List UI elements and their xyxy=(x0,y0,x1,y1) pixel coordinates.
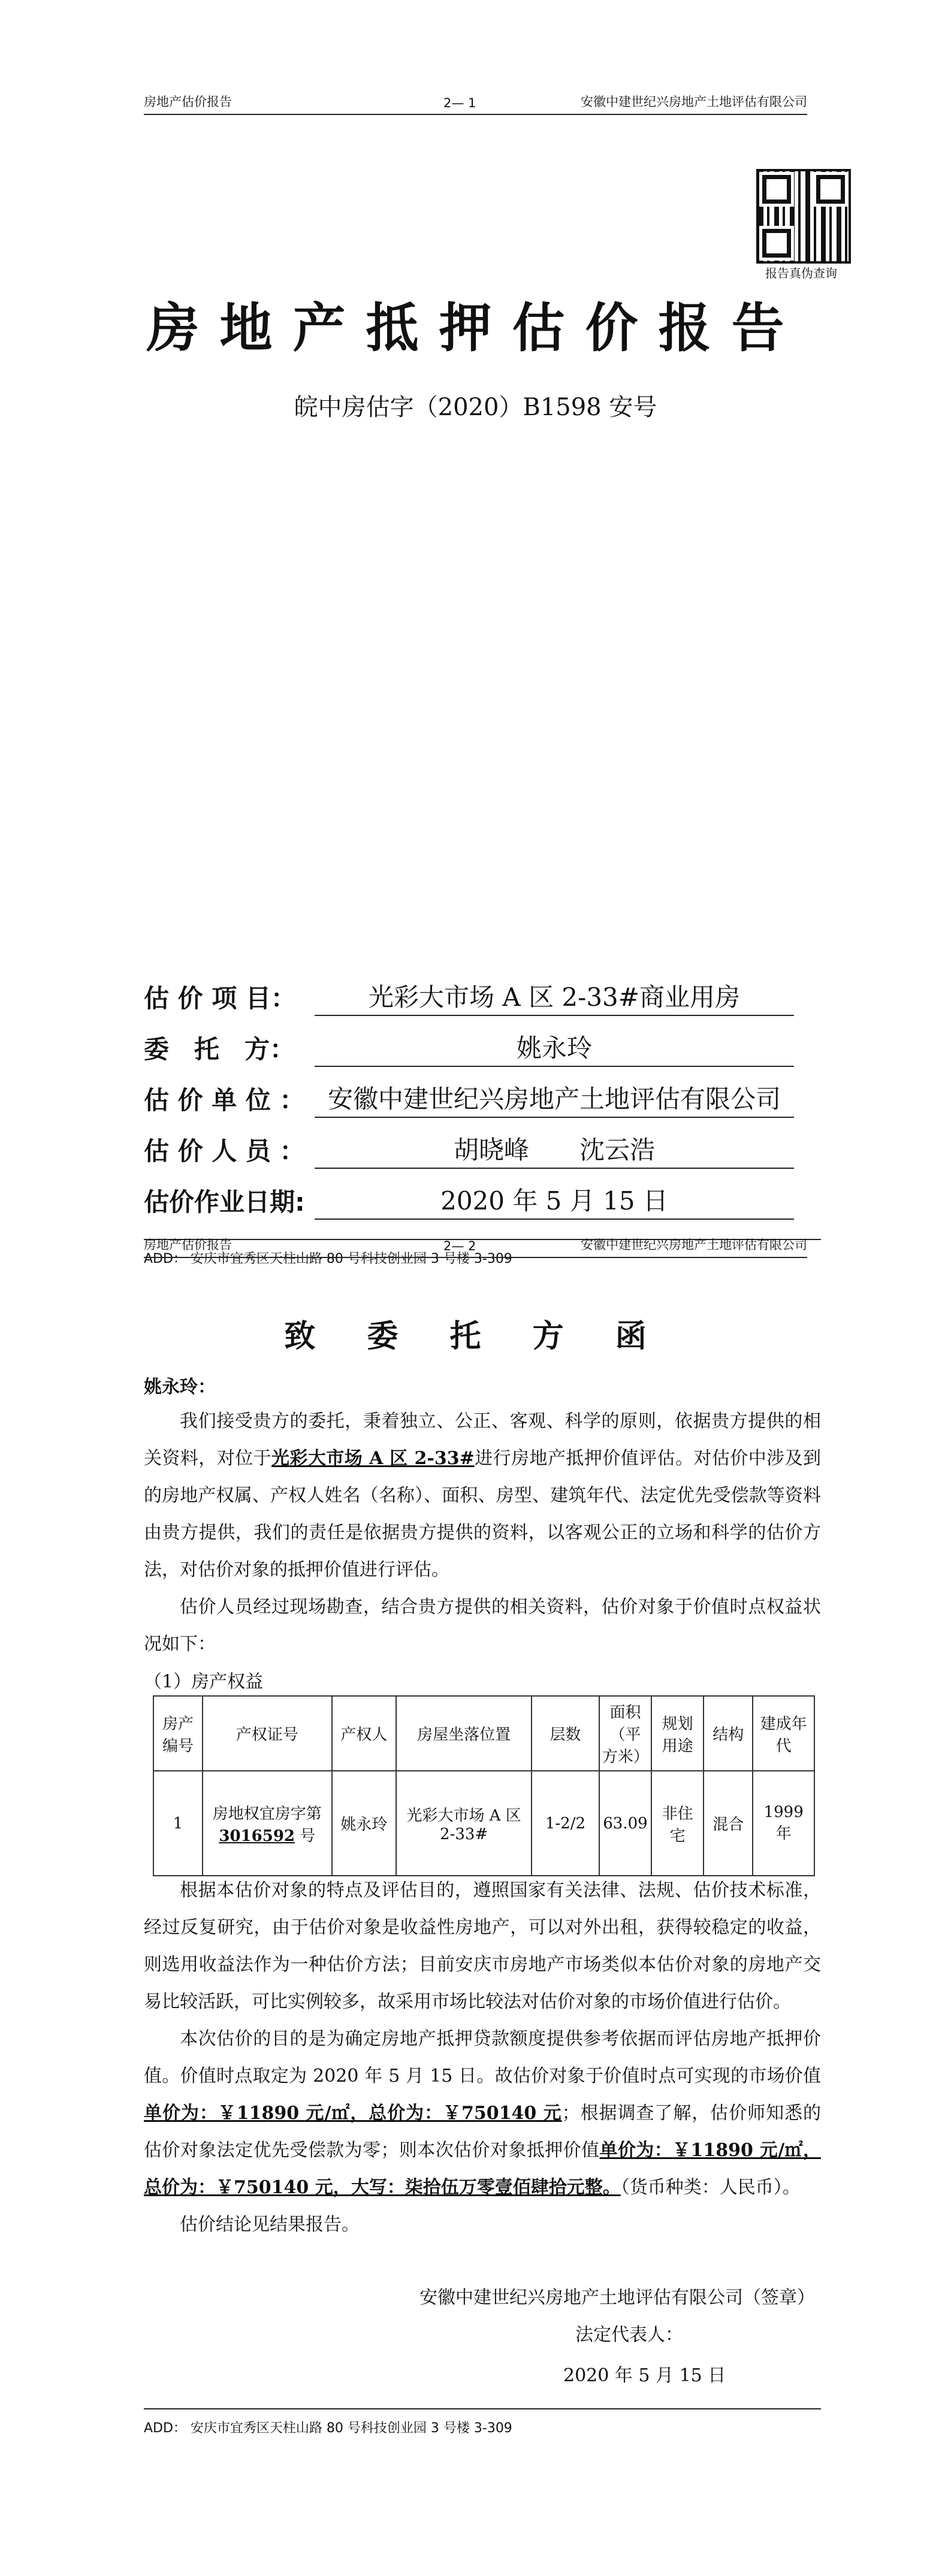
report-number: 皖中房估字（2020）B1598 安号 xyxy=(294,394,657,421)
column-header: 产权人 xyxy=(332,1696,397,1771)
text: 号 xyxy=(295,1827,316,1845)
paragraph xyxy=(144,1403,821,1589)
cell-no: 1 xyxy=(153,1771,203,1876)
cell-owner: 姚永玲 xyxy=(332,1771,397,1876)
cell-cert xyxy=(203,1771,331,1876)
info-label: 估 价 项 目： xyxy=(144,984,296,1013)
column-header: 房产编号 xyxy=(153,1696,203,1771)
column-header: 建成年代 xyxy=(753,1696,814,1771)
info-value: 安徽中建世纪兴房地产土地评估有限公司 xyxy=(315,1080,794,1118)
paragraph: 估价结论见结果报告。 xyxy=(180,2214,360,2235)
text: 本次估价的目的是为确定房地产抵押贷款额度提供参考依据而评估房地产抵押价值。价值时点取定为 2020 年 5 月 15 日。故估价对象于价值时点可实现的市场价值 xyxy=(144,2028,821,2087)
column-header: 结构 xyxy=(704,1696,753,1771)
header-company: 安徽中建世纪兴房地产土地评估有限公司 xyxy=(581,95,807,109)
letter-title: 致 委 托 方 函 xyxy=(284,1318,667,1354)
page-header xyxy=(144,89,807,115)
cell-structure: 混合 xyxy=(704,1771,753,1876)
letter-date: 2020 年 5 月 15 日 xyxy=(563,2365,726,2386)
page-footer: ADD： 安庆市宜秀区天柱山路 80 号科技创业园 3 号楼 3-309 xyxy=(144,1239,821,1267)
cell-location: 光彩大市场 A 区 2-33# xyxy=(396,1771,532,1876)
cell-use: 非住宅 xyxy=(651,1771,704,1876)
page-header xyxy=(144,1232,807,1258)
header-left: 房地产估价报告 xyxy=(144,95,232,109)
cell-year: 1999 年 xyxy=(753,1771,814,1876)
qr-label: 报告真伪查询 xyxy=(765,266,837,280)
table-row xyxy=(153,1771,814,1876)
text: （货币种类：人民币）。 xyxy=(620,2177,801,2198)
qr-code[interactable] xyxy=(756,169,851,264)
info-row-client xyxy=(144,1021,821,1072)
info-label: 委 托 方： xyxy=(144,1035,295,1064)
cell-area: 63.09 xyxy=(599,1771,651,1876)
info-label: 估 价 人 员 ： xyxy=(144,1136,305,1166)
header-page-number: 2— 2 xyxy=(443,1239,476,1253)
paragraph: 估价人员经过现场勘查，结合贵方提供的相关资料，估价对象于价值时点权益状况如下： xyxy=(144,1597,821,1655)
letter-recipient: 姚永玲： xyxy=(144,1377,216,1398)
info-row-appraisers xyxy=(144,1123,821,1174)
column-header: 面积（平方米） xyxy=(599,1696,651,1771)
property-location: 光彩大市场 A 区 2-33# xyxy=(271,1448,475,1469)
column-header: 规划用途 xyxy=(651,1696,704,1771)
info-value: 胡晓峰 沈云浩 xyxy=(315,1130,794,1169)
info-row-appraiser-unit xyxy=(144,1072,821,1123)
signer-company: 安徽中建世纪兴房地产土地评估有限公司（签章） xyxy=(419,2287,815,2308)
paragraph xyxy=(144,2021,821,2206)
paragraph: 根据本估价对象的特点及评估目的，遵照国家有关法律、法规、估价技术标准，经过反复研究，由于估价对象是收益性房地产，可以对外出租，获得较稳定的收益，则选用收益法作为一种估价方法；目前安庆市房地产市场类似本估价对象的房地产交易比较活跃，可比实例较多，故采用市场比较法对估价对象的市场价值进行估价。 xyxy=(144,1880,821,2012)
market-value: 单价为：￥11890 元/㎡，总价为：￥750140 元 xyxy=(144,2103,562,2124)
column-header: 层数 xyxy=(532,1696,599,1771)
page-footer: ADD： 安庆市宜秀区天柱山路 80 号科技创业园 3 号楼 3-309 xyxy=(144,2408,821,2436)
text: 房地权宜房字第 xyxy=(212,1804,322,1823)
cover-info xyxy=(144,970,821,1225)
letter-body-1 xyxy=(144,1403,821,1663)
header-company: 安徽中建世纪兴房地产土地评估有限公司 xyxy=(581,1238,807,1252)
text: 进行房地产抵押价值评估。对估价中涉及到的房地产权属、产权人姓名（名称）、面积、房型、建筑年代、法定优先受偿款等资料由贵方提供，我们的责任是依据贵方提供的资料，以客观公正的立场和科学的估价方法，对估价对象的抵押价值进行评估。 xyxy=(144,1448,822,1580)
text: 我们接受贵方的委托，秉着独立、公正、客观、科学的原则，依据贵方提供的相关资料，对位于 xyxy=(144,1411,821,1469)
report-title: 房地产抵押估价报告 xyxy=(146,297,805,359)
header-page-number: 2— 1 xyxy=(443,96,476,110)
info-value: 2020 年 5 月 15 日 xyxy=(315,1181,794,1220)
section-subheading: （1）房产权益 xyxy=(144,1671,264,1692)
info-row-date xyxy=(144,1174,821,1225)
header-left: 房地产估价报告 xyxy=(144,1238,232,1252)
legal-representative: 法定代表人： xyxy=(575,2324,683,2345)
mortgage-value: 单价为：￥11890 元/㎡，总价为：￥750140 元，大写：柒拾伍万零壹佰肆拾元整。 xyxy=(144,2140,822,2198)
info-label: 估 价 单 位 ： xyxy=(144,1086,305,1115)
info-row-project xyxy=(144,970,821,1021)
cell-floors: 1-2/2 xyxy=(532,1771,599,1876)
column-header: 产权证号 xyxy=(203,1696,331,1771)
info-label: 估价作业日期: xyxy=(144,1187,305,1217)
info-value: 姚永玲 xyxy=(315,1029,794,1067)
cert-number: 3016592 xyxy=(219,1827,295,1845)
text: ；根据调查了解，估价师知悉的估价对象法定优先受偿款为零；则本次估价对象抵押价值 xyxy=(144,2103,822,2161)
table-header-row xyxy=(153,1696,814,1771)
column-header: 房屋坐落位置 xyxy=(396,1696,532,1771)
property-rights-table xyxy=(153,1695,815,1876)
letter-body-2 xyxy=(144,1872,821,2244)
info-value: 光彩大市场 A 区 2-33#商业用房 xyxy=(315,978,794,1016)
